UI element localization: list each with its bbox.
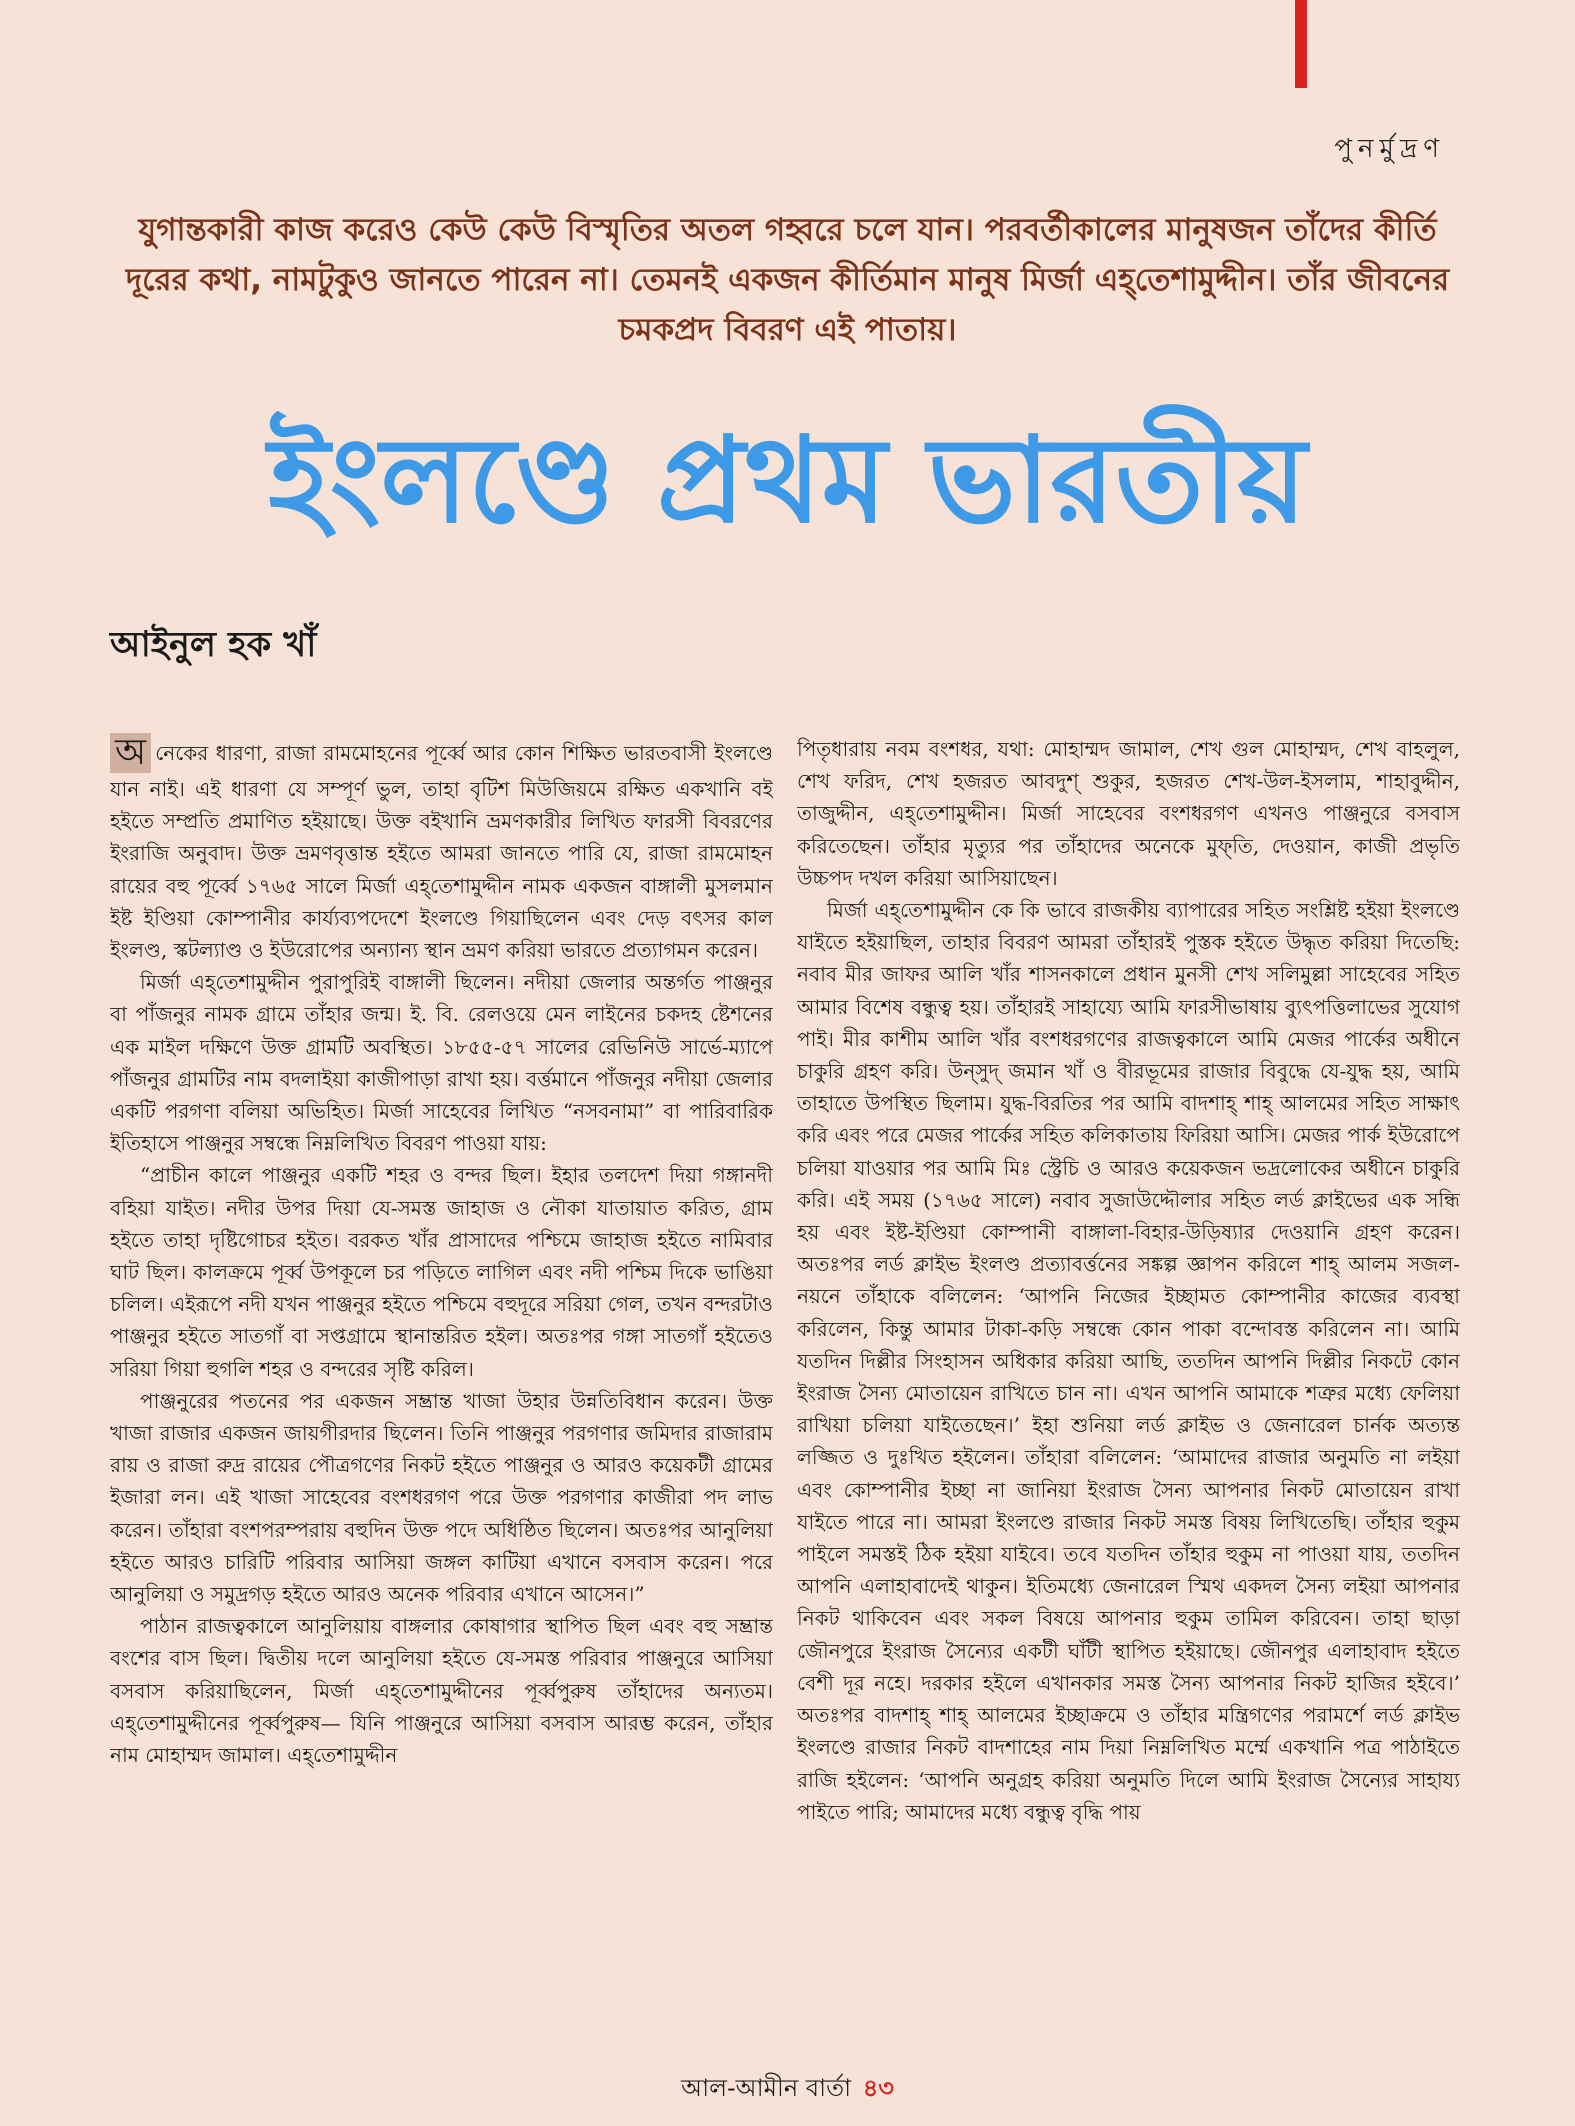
paragraph: “প্রাচীন কালে পাঞ্জনুর একটি শহর ও বন্দর ছিল। ইহার তলদেশ দিয়া গঙ্গানদী বহিয়া যাইত। নদীর উপর দিয়া যে-সমস্ত জাহাজ ও নৌকা যাতায়াত করিত, গ্রাম হইতে তাহা দৃষ্টিগোচর হইত। বরকত খাঁর প্রাসাদের পশ্চিমে জাহাজ হইতে নামিবার ঘাট ছিল। কালক্রমে পূর্ব্ব উপকূলে চর পড়িতে লাগিল এবং নদী পশ্চিম দিকে ভাঙিয়া চলিল। এইরূপে নদী যখন পাঞ্জনুর হইতে পশ্চিমে বহুদূরে সরিয়া গেল, তখন বন্দরটাও পাঞ্জনুর হইতে সাতগাঁ বা সপ্তগ্রামে স্থানান্তরিত হইল। অতঃপর গঙ্গা সাতগাঁ হইতেও সরিয়া গিয়া হুগলি শহর ও বন্দরের সৃষ্টি করিল। bbox=[110, 1163, 773, 1381]
paragraph: পিতৃধারায় নবম বংশধর, যথা: মোহাম্মদ জামাল, শেখ গুল মোহাম্মদ, শেখ বাহলুল, শেখ ফরিদ, শেখ হজরত আবদুশ্ শুকুর, হজরত শেখ-উল-ইসলাম, শাহাবুদ্দীন, তাজুদ্দীন, এহ্‌তেশামুদ্দীন। মির্জা সাহেবের বংশধরগণ এখনও পাঞ্জনুরে বসবাস করিতেছেন। তাঁহার মৃত্যুর পর তাঁহাদের অনেকে মুফ্‌তি, দেওয়ান, কাজী প্রভৃতি উচ্চপদ দখল করিয়া আসিয়াছেন। bbox=[797, 737, 1460, 890]
paragraph: পাঞ্জনুরের পতনের পর একজন সম্ভ্রান্ত খাজা উহার উন্নতিবিধান করেন। উক্ত খাজা রাজার একজন জায়গীরদার ছিলেন। তিনি পাঞ্জনুর পরগণার জমিদার রাজারাম রায় ও রাজা রুদ্র রায়ের পৌত্রগণের নিকট হইতে পাঞ্জনুর ও আরও কয়েকটী গ্রামের ইজারা লন। এই খাজা সাহেবের বংশধরগণ পরে উক্ত পরগণার কাজীরা পদ লাভ করেন। তাঁহারা বংশপরম্পরায় বহুদিন উক্ত পদে অধিষ্ঠিত ছিলেন। অতঃপর আনুলিয়া হইতে আরও চারিটি পরিবার আসিয়া জঙ্গল কাটিয়া এখানে বসবাস করেন। পরে আনুলিয়া ও সমুদ্রগড় হইতে আরও অনেক পরিবার এখানে আসেন।” bbox=[110, 1388, 773, 1607]
magazine-name: আল-আমীন বার্তা bbox=[681, 2074, 852, 2102]
drop-cap: অ bbox=[110, 733, 151, 773]
accent-bar bbox=[1295, 0, 1307, 88]
column-right bbox=[797, 733, 1460, 1958]
article-body bbox=[110, 733, 1460, 1958]
paragraph: পাঠান রাজত্বকালে আনুলিয়ায় বাঙ্গলার কোষাগার স্থাপিত ছিল এবং বহু সম্ভ্রান্ত বংশের বাস ছিল। দ্বিতীয় দলে আনুলিয়া হইতে যে-সমস্ত পরিবার পাঞ্জনুরে আসিয়া বসবাস করিয়াছিলেন, মির্জা এহ্‌তেশামুদ্দীনের পূর্ব্বপুরুষ তাঁহাদের অন্যতম। এহ্‌তেশামুদ্দীনের পূর্ব্বপুরুষ— যিনি পাঞ্জনুরে আসিয়া বসবাস আরম্ভ করেন, তাঁহার নাম মোহাম্মদ জামাল। এহ্‌তেশামুদ্দীন bbox=[110, 1614, 773, 1768]
paragraph: মির্জা এহ্‌তেশামুদ্দীন পুরাপুরিই বাঙ্গালী ছিলেন। নদীয়া জেলার অন্তর্গত পাঞ্জনুর বা পাঁজনুর নামক গ্রামে তাঁহার জন্ম। ই. বি. রেলওয়ে মেন লাইনের চকদহ ষ্টেশনের এক মাইল দক্ষিণে উক্ত গ্রামটি অবস্থিত। ১৮৫৫-৫৭ সালের রেভিনিউ সার্ভে-ম্যাপে পাঁজনুর গ্রামটির নাম বদলাইয়া কাজীপাড়া রাখা হয়। বর্ত্তমানে পাঁজনুর নদীয়া জেলার একটি পরগণা বলিয়া অভিহিত। মির্জা সাহেবের লিখিত “নসবনামা” বা পারিবারিক ইতিহাসে পাঞ্জনুর সম্বন্ধে নিম্নলিখিত বিবরণ পাওয়া যায়: bbox=[110, 970, 773, 1156]
paragraph: মির্জা এহ্‌তেশামুদ্দীন কে কি ভাবে রাজকীয় ব্যাপারের সহিত সংশ্লিষ্ট হইয়া ইংলণ্ডে যাইতে হইয়াছিল, তাহার বিবরণ আমরা তাঁহারই পুস্তক হইতে উদ্ধৃত করিয়া দিতেছি: নবাব মীর জাফর আলি খাঁর শাসনকালে প্রধান মুনসী শেখ সলিমুল্লা সাহেবের সহিত আমার বিশেষ বন্ধুত্ব হয়। তাঁহারই সাহায্যে আমি ফারসীভাষায় ব্যুৎপত্তিলাভের সুযোগ পাই। মীর কাশীম আলি খাঁর বংশধরগণের রাজত্বকালে আমি মেজর পার্কের অধীনে চাকুরি গ্রহণ করি। উন্‌সুদ্ জমান খাঁ ও বীরভূমের রাজার বিবুদ্ধে যে-যুদ্ধ হয়, আমি তাহাতে উপস্থিত ছিলাম। যুদ্ধ-বিরতির পর আমি বাদশাহ্ শাহ্ আলমের সহিত সাক্ষাৎ করি এবং পরে মেজর পার্কের সহিত কলিকাতায় ফিরিয়া আসি। মেজর পার্ক ইউরোপে চলিয়া যাওয়ার পর আমি মিঃ স্ট্রেচি ও আরও কয়েকজন ভদ্রলোকের অধীনে চাকুরি করি। এই সময় (১৭৬৫ সালে) নবাব সুজাউদ্দৌলার সহিত লর্ড ক্লাইভের এক সন্ধি হয় এবং ইষ্ট-ইণ্ডিয়া কোম্পানী বাঙ্গালা-বিহার-উড়িষ্যার দেওয়ানি গ্রহণ করেন। অতঃপর লর্ড ক্লাইভ ইংলণ্ড প্রত্যাবর্ত্তনের সঙ্কল্প জ্ঞাপন করিলে শাহ্ আলম সজল-নয়নে তাঁহাকে বলিলেন: ‘আপনি নিজের ইচ্ছামত কোম্পানীর কাজের ব্যবস্থা করিলেন, কিন্তু আমার টাকা-কড়ি সম্বন্ধে কোন পাকা বন্দোবস্ত করিলেন না। আমি যতদিন দিল্লীর সিংহাসন অধিকার করিয়া আছি, ততদিন আপনি দিল্লীর নিকটে কোন ইংরাজ সৈন্য মোতায়েন রাখিতে চান না। এখন আপনি আমাকে শত্রুর মধ্যে ফেলিয়া রাখিয়া চলিয়া যাইতেছেন।’ ইহা শুনিয়া লর্ড ক্লাইভ ও জেনারেল চার্নক অত্যন্ত লজ্জিত ও দুঃখিত হইলেন। তাঁহারা বলিলেন: ‘আমাদের রাজার অনুমতি না লইয়া এবং কোম্পানীর ইচ্ছা না জানিয়া ইংরাজ সৈন্য আপনার নিকট মোতায়েন রাখা যাইতে পারে না। আমরা ইংলণ্ডে রাজার নিকট সমস্ত বিষয় লিখিতেছি। তাঁহার হুকুম পাইলে সমস্তই ঠিক হইয়া যাইবে। তবে যতদিন তাঁহার হুকুম না পাওয়া যায়, ততদিন আপনি এলাহাবাদেই থাকুন। ইতিমধ্যে জেনারেল স্মিথ একদল সৈন্য লইয়া আপনার নিকট থাকিবেন এবং সকল বিষয়ে আপনার হুকুম তামিল করিবেন। তাহা ছাড়া জৌনপুরে ইংরাজ সৈন্যের একটী ঘাঁটী স্থাপিত হইয়াছে। জৌনপুর এলাহাবাদ হইতে বেশী দূর নহে। দরকার হইলে এখানকার সমস্ত সৈন্য আপনার নিকট হাজির হইবে।’ অতঃপর বাদশাহ্ শাহ্ আলমের ইচ্ছাক্রমে ও তাঁহার মন্ত্রিগণের পরামর্শে লর্ড ক্লাইভ ইংলণ্ডে রাজার নিকট বাদশাহের নাম দিয়া নিম্নলিখিত মর্ম্মে একখানি পত্র পাঠাইতে রাজি হইলেন: ‘আপনি অনুগ্রহ করিয়া অনুমতি দিলে আমি ইংরাজ সৈন্যের সাহায্য পাইতে পারি; আমাদের মধ্যে বন্ধুত্ব বৃদ্ধি পায় bbox=[797, 898, 1460, 1824]
page-number: ৪৩ bbox=[862, 2074, 894, 2102]
column-left bbox=[110, 733, 773, 1958]
section-label: পুনর্মুদ্রণ bbox=[1334, 134, 1445, 164]
page-footer bbox=[0, 2070, 1575, 2110]
intro-blurb: যুগান্তকারী কাজ করেও কেউ কেউ বিস্মৃতির অতল গহ্বরে চলে যান। পরবর্তীকালের মানুষজন তাঁদের কীর্তি দূরের কথা, নামটুকুও জানতে পারেন না। তেমনই একজন কীর্তিমান মানুষ মির্জা এহ্‌তেশামুদ্দীন। তাঁর জীবনের চমকপ্রদ বিবরণ এই পাতায়। bbox=[125, 212, 1450, 348]
article-title: ইংলণ্ডে প্রথম ভারতীয় bbox=[268, 411, 1307, 549]
author-name: আইনুল হক খাঁ bbox=[110, 625, 317, 665]
paragraph: অ নেকের ধারণা, রাজা রামমোহনের পূর্ব্বে আর কোন শিক্ষিত ভারতবাসী ইংলণ্ডে যান নাই। এই ধারণা যে সম্পূর্ণ ভুল, তাহা বৃটিশ মিউজিয়মে রক্ষিত একখানি বই হইতে সম্প্রতি প্রমাণিত হইয়াছে। উক্ত বইখানি ভ্রমণকারীর লিখিত ফারসী বিবরণের ইংরাজি অনুবাদ। উক্ত ভ্রমণবৃত্তান্ত হইতে আমরা জানতে পারি যে, রাজা রামমোহন রায়ের বহু পূর্ব্বে ১৭৬৫ সালে মির্জা এহ্‌তেশামুদ্দীন নামক একজন বাঙ্গালী মুসলমান ইষ্ট ইণ্ডিয়া কোম্পানীর কার্য্যব্যপদেশে ইংলণ্ডে গিয়াছিলেন এবং দেড় বৎসর কাল ইংলণ্ড, স্কটল্যাণ্ড ও ইউরোপের অন্যান্য স্থান ভ্রমণ করিয়া ভারতে প্রত্যাগমন করেন। bbox=[110, 733, 773, 963]
